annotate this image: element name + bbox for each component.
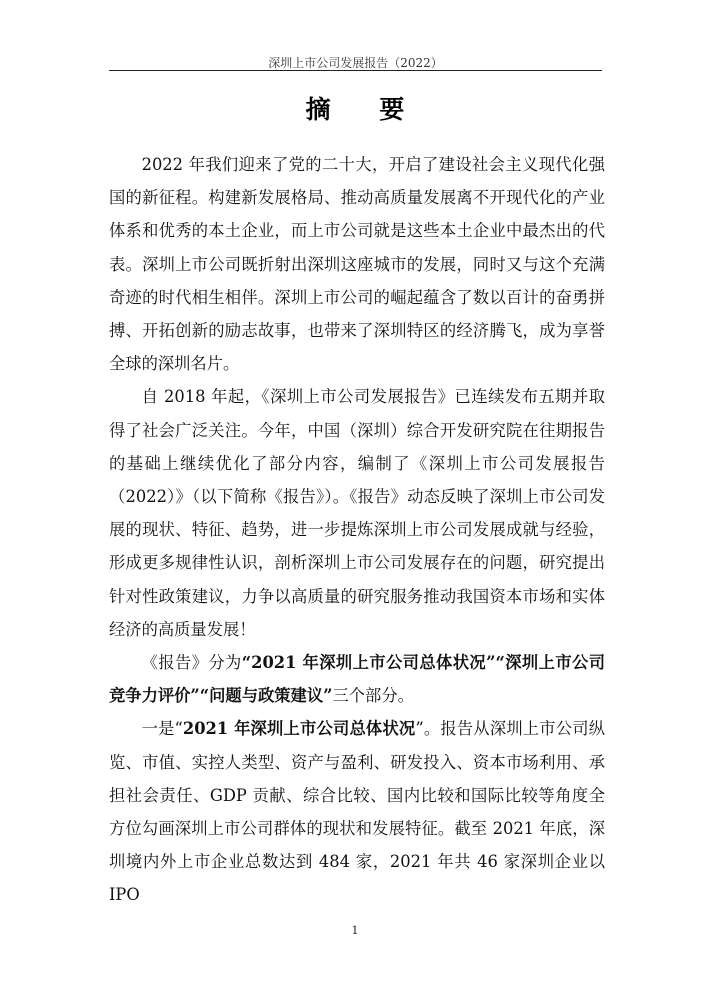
header-rule — [109, 70, 602, 71]
running-header: 深圳上市公司发展报告（2022） — [268, 56, 443, 70]
paragraph-text: 自 2018 年起，《深圳上市公司发展报告》已连续发布五期并取得了社会广泛关注。今年，中国（深圳）综合开发研究院在往期报告的基础上继续优化了部分内容，编制了《深圳上市公司发展报告（2022）》（以下简称《报告》）。《报告》动态反映了深圳上市公司发展的现状、特征、趋势，进一步提炼深圳上市公司发展成就与经验，形成更多规律性认识，剖析深圳上市公司发展存在的问题，研究提出针对性政策建议，力争以高质量的研究服务推动我国资本市场和实体经济的高质量发展！ — [109, 387, 605, 639]
paragraph — [109, 712, 605, 911]
paragraph — [109, 148, 605, 380]
page-number: 1 — [351, 924, 359, 937]
paragraph-text: 一是“ — [141, 719, 183, 739]
paragraph-text: 三个部分。 — [332, 686, 414, 706]
paragraph-bold-text: “2021 年深圳上市公司总体状况”“深圳上市公司竞争力评价”“问题与政策建议” — [109, 653, 605, 706]
paragraph-text: ”。报告从深圳上市公司纵览、市值、实控人类型、资产与盈利、研发投入、资本市场利用、承担社会责任、GDP 贡献、综合比较、国内比较和国际比较等角度全方位勾画深圳上市公司群体的现状和发展特征。截至 2021 年底，深圳境内外上市企业总数达到 484 家，2021 年共 46 家深圳企业以 IPO — [109, 719, 606, 905]
page-title: 摘 要 — [305, 95, 425, 124]
paragraph — [109, 380, 605, 646]
body-text — [109, 148, 605, 912]
paragraph — [109, 646, 605, 712]
paragraph-text: 《报告》分为 — [141, 653, 242, 673]
paragraph-bold-text: 2021 年深圳上市公司总体状况 — [182, 719, 416, 739]
paragraph-text: 2022 年我们迎来了党的二十大，开启了建设社会主义现代化强国的新征程。构建新发展格局、推动高质量发展离不开现代化的产业体系和优秀的本土企业，而上市公司就是这些本土企业中最杰出的代表。深圳上市公司既折射出深圳这座城市的发展，同时又与这个充满奇迹的时代相生相伴。深圳上市公司的崛起蕴含了数以百计的奋勇拼搏、开拓创新的励志故事，也带来了深圳特区的经济腾飞，成为享誉全球的深圳名片。 — [109, 155, 605, 374]
